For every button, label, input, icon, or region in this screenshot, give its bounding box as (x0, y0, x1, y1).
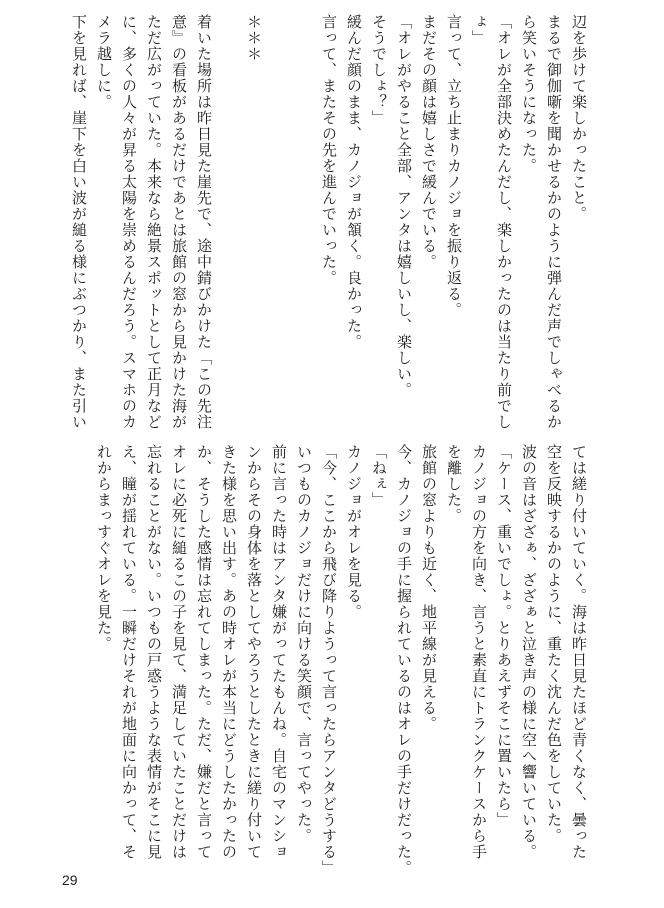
text-column: 前に言った時はアンタ嫌がってたもんね。自宅のマンショ (270, 444, 286, 860)
text-column: 下を見れば、崖下を白い波が縋る様にぶつかり、また引い (70, 14, 86, 430)
text-column: え、瞳が揺れている。一瞬だけそれが地面に向かって、そ (120, 444, 136, 860)
text-column: カノジョがオレを見る。 (345, 444, 361, 620)
text-column: ンからその身体を落としてやろうとしたときに縒り付いて (245, 444, 261, 860)
text-column: 言って、立ち止まりカノジョを振り返る。 (445, 14, 461, 318)
text-block-top (65, 14, 590, 434)
text-column: 「ケース、重いでしょ。とりあえずそこに置いたら」 (495, 444, 511, 828)
text-column: 意』の看板があるだけであとは旅館の窓から見かけた海が (170, 14, 186, 430)
text-column: ょ」 (470, 14, 486, 46)
text-column: オレに必死に縋るこの子を見て、満足していたことだけは (170, 444, 186, 860)
text-column: きた様を思い出す。あの時オレが本当にどうしたかったの (220, 444, 236, 860)
text-column: に、多くの人々が昇る太陽を崇めるんだろう。スマホのカ (120, 14, 136, 430)
text-column: 「オレがやること全部、アンタは嬉しいし、楽しい。 (395, 14, 411, 398)
text-column: 辺を歩けて楽しかったこと。 (570, 14, 586, 222)
text-column: カノジョの方を向き、言うと素直にトランクケースから手 (470, 444, 486, 860)
text-column: を離した。 (445, 444, 461, 524)
text-column: メラ越しに。 (95, 14, 111, 110)
page-number: 29 (62, 872, 78, 888)
blank-column (215, 14, 240, 434)
text-column: 言って、またその先を進んでいった。 (320, 14, 336, 286)
text-block-bottom (90, 444, 590, 876)
text-column: 空を反映するかのように、重たく沈んだ色をしていた。 (545, 444, 561, 844)
text-column: ては縒り付いていく。海は昨日見たほど青くなく、曇った (570, 444, 586, 860)
text-column: ＊＊＊ (245, 14, 261, 62)
text-column: そうでしょ？」 (370, 14, 386, 126)
text-column: 「オレが全部決めたんだし、楽しかったのは当たり前でし (495, 14, 511, 430)
text-column: 今、カノジョの手に握られているのはオレの手だけだった。 (395, 444, 411, 876)
text-column: 忘れることがない。いつもの戸惑うような表情がそこに見 (145, 444, 161, 860)
blank-column (265, 14, 290, 434)
text-column: いつものカノジョだけに向ける笑顔で、言ってやった。 (295, 444, 311, 844)
text-column: まるで御伽噺を聞かせるかのように弾んだ声でしゃべるか (545, 14, 561, 430)
text-column: まだその顔は嬉しさで緩んでいる。 (420, 14, 436, 270)
text-column: か、そうした感情は忘れてしまった。ただ、嫌だと言って (195, 444, 211, 860)
text-column: ら笑いそうになった。 (520, 14, 536, 174)
text-column: 旅館の窓よりも近く、地平線が見える。 (420, 444, 436, 732)
text-column: 波の音はざざぁ、ざざぁと泣き声の様に空へ響いている。 (520, 444, 536, 860)
text-column: 着いた場所は昨日見た崖先で、途中錆びかけた「この先注 (195, 14, 211, 430)
text-column: 「今、ここから飛び降りようって言ったらアンタどうする」 (320, 444, 336, 876)
text-column: 緩んだ顔のまま、カノジョが頷く。良かった。 (345, 14, 361, 350)
text-column: れからまっすぐオレを見た。 (95, 444, 111, 652)
blank-column (290, 14, 315, 434)
text-column: 「ねぇ」 (370, 444, 386, 508)
text-column: ただ広がっていた。本来なら絶景スポットとして正月など (145, 14, 161, 430)
